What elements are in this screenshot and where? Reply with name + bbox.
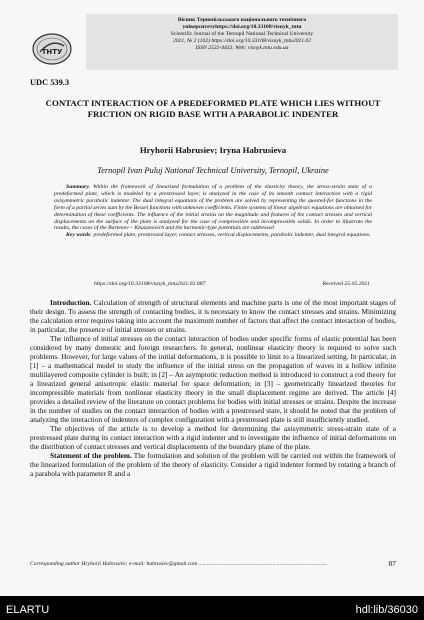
journal-name-en: Scientific Journal of the Ternopil National Technical University: [170, 31, 314, 37]
summary-label: Summary.: [66, 184, 90, 190]
body-paragraph: The objectives of the article is to develop a method for determining the axisymmetric stress-strain state of a prestressed plate during its contact interaction with a rigid indenter and to investigate the influence of initial deformations on the distribution of contact stresses and vertical displacements of the boundary plane of the plate.: [30, 424, 396, 451]
repository-name: ELARTU: [6, 604, 50, 616]
article-body: [30, 298, 396, 478]
keywords-text: : predeformed plate, prestressed layer, contact stresses, vertical displacements, parabolic indenter, dual integral equations.: [90, 232, 371, 239]
journal-header: [26, 14, 398, 70]
keywords-paragraph: [54, 232, 372, 239]
body-paragraph: [30, 298, 396, 334]
summary-text: Within the framework of linearized formulation of a problem of the elasticity theory, the stress-strain state of a predeformed plate, which is modeled by a prestressed layer, is analyzed in the case of its smooth contact interaction with a rigid axisymmetric parabolic indenter. The dual integral equations of the problem are solved by representing the quested-for functions in the form of a partial series sum by the Bessel functions with unknown coefficients. Finite systems of linear algebraic equations are obtained for determination of these coefficients. The influence of the initial strains on the magnitude and features of the contact stresses and vertical displacements on the surface of the plate is analyzed for the case of compressible and incompressible solids. In order to illustrate the results, the cases of the Bartenev – Khazanovich and the harmonic-type potentials are addressed: [54, 184, 372, 232]
handle-link[interactable]: hdl:lib/36030: [355, 604, 418, 616]
journal-name-ua-line2: університетуhttps://doi.org/10.33108/visnyk_tntu: [182, 24, 302, 30]
statement-heading: Statement of the problem.: [50, 451, 132, 460]
keywords-label: Key words: [66, 232, 91, 239]
summary-paragraph: [54, 184, 372, 232]
journal-issn: ISSN 2522-4433. Web: visnyk.tntu.edu.ua: [195, 45, 289, 51]
body-paragraph: The influence of initial stresses on the contact interaction of bodies under specific forms of elastic potential has been considered by many domestic and foreign researchers. In general, nonlinear elasticity theory is required to solve such problems. However, for large values of the initial deformations, it is possible to limit to a linearized setting. In particular, in [1] – a mathematical model to study the influence of the initial stress on the propagation of waves in a hollow infinite multilayered composite cylinder is built; in [2] – An asymptotic reduction method is introduced to construct a rod theory for a linearized general anisotropic elastic material for space deformation; in [3] – geometrically linearized theories for incompressible materials from nonlinear elasticity theory in the small displacement regime are derived. The article [4] provides a detailed review of the literature on contact problems for bodies with initial stresses or strains. Despite the increase in the number of studies on the contact interaction of bodies with a prestressed state, it should be noted that the problem of analyzing the interaction of indenters of complex configuration with a prestressed plate is still insufficiently studied.: [30, 334, 396, 424]
journal-logo-icon: [32, 32, 72, 66]
svg-text:ТНТУ: ТНТУ: [41, 48, 63, 56]
doi-link[interactable]: https://doi.org/10.33108/visnyk_tntu2021.02.087: [94, 281, 206, 287]
intro-text: Calculation of strength of structural elements and machine parts is one of the most important stages of their design. To assess the strength of contacting bodies, it is necessary to know the contact stresses and strains. Minimizing the calculation error requires taking into account the maximum number of factors that affect the contact interaction of bodies, in particular, the presence of initial stresses or strains.: [30, 298, 396, 334]
received-date: Received 25.05.2021: [322, 281, 370, 287]
journal-info-box: [86, 14, 398, 70]
journal-issue: 2021, № 2 (102) https://doi.org/10.33108/visnyk_tntu2021.02: [172, 38, 312, 44]
paper-authors: Hryhorii Habrusiev; Iryna Habrusieva: [139, 145, 287, 155]
udc-code: UDC 539.3: [30, 78, 70, 87]
corresponding-author-footnote: Corresponding author Hryhorii Habrusiev; e-mail: habrusiev@gmail.com ............................................................................................: [30, 561, 328, 567]
paper-title: CONTACT INTERACTION OF A PREDEFORMED PLATE WHICH LIES WITHOUT FRICTION ON RIGID BASE WITH A PARABOLIC INDENTER: [45, 98, 381, 119]
statement-text: The formulation and solution of the problem will be carried out within the framework of the linearized formulation of the problem of the theory of elasticity. Consider a rigid indenter formed by rotating a branch of a parabola with parameter R and a: [30, 451, 396, 478]
author-affiliation: Ternopil Ivan Puluj National Technical University, Ternopil, Ukraine: [97, 166, 329, 175]
journal-name-ua-line1: Вісник Тернопільського національного технічного: [177, 17, 307, 23]
body-paragraph: [30, 451, 396, 478]
abstract: [54, 184, 372, 239]
intro-heading: Introduction.: [50, 298, 92, 307]
page-number: 87: [388, 559, 396, 568]
